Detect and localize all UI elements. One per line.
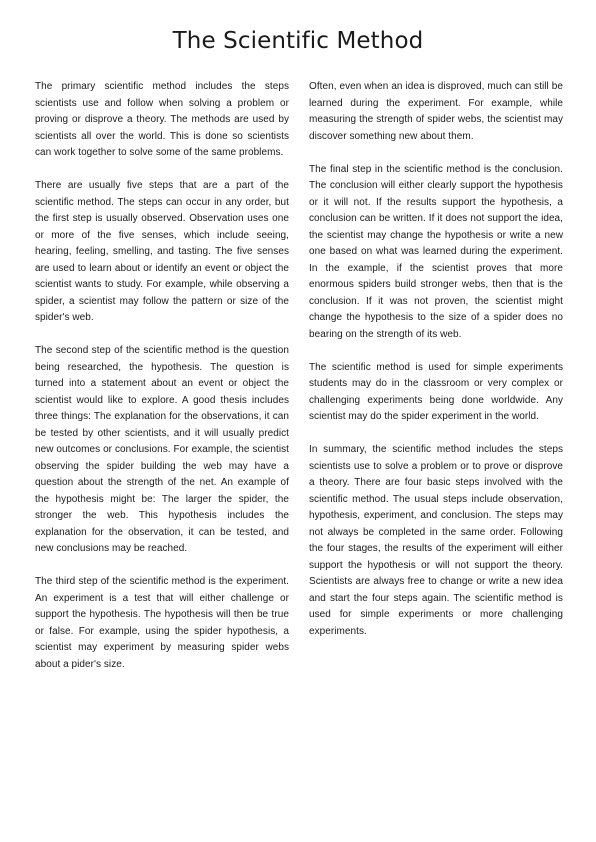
paragraph-observation: There are usually five steps that are a part of the scientific method. The steps can occur in any order, but the first step is usually observed. Observation uses one or more of the five senses, which include seeing, hearing, feeling, smelling, and tasting. The five senses are used to learn about or identify an event or object the scientist wants to study. For example, while observing a spider, a scientist may follow the pattern or size of the spider's web. — [35, 180, 289, 323]
paragraph-hypothesis: The second step of the scientific method is the question being researched, the hypothesis. The question is turned into a statement about an event or object the scientist would like to explore. A good thesis includes three things: The explanation for the observations, it can be tested by other scientists, and it will usually predict new outcomes or conclusions. For example, the scientist observing the spider building the web may have a question about the strength of the net. An example of the hypothesis might be: The larger the spider, the stronger the web. This hypothesis includes the explanation for the observation, it can be tested, and new conclusions may be reached. — [35, 345, 289, 554]
paragraph-summary: In summary, the scientific method includes the steps scientists use to solve a problem or to prove or disprove a theory. There are four basic steps involved with the scientific method. The usual steps include observation, hypothesis, experiment, and conclusion. The steps may not always be completed in the same order. Following the four stages, the results of the experiment will either support the hypothesis or will not support the theory. Scientists are always free to change or write a new idea and start the four steps again. The scientific method is used for simple experiments or more challenging experiments. — [309, 444, 563, 637]
right-column — [309, 79, 563, 657]
paragraph-intro: The primary scientific method includes the steps scientists use and follow when solving a problem or proving or disprove a theory. The methods are used by scientists all over the world. This is done so scientists can work together to solve some of the same problems. — [35, 81, 289, 158]
paragraph-usage: The scientific method is used for simple experiments students may do in the classroom or very complex or challenging experiments being done worldwide. Any scientist may do the spider experiment in the world. — [309, 361, 563, 422]
paragraph-experiment: The third step of the scientific method is the experiment. An experiment is a test that will either challenge or support the hypothesis. The hypothesis will then be true or false. For example, using the spider hypothesis, a scientist may experiment by measuring spider webs about a pider's size. — [35, 576, 289, 670]
page-title: The Scientific Method — [172, 28, 424, 54]
paragraph-disproved: Often, even when an idea is disproved, much can still be learned during the experiment. For example, while measuring the strength of spider webs, the scientist may discover something new about them. — [309, 81, 563, 142]
left-column — [35, 79, 289, 690]
paragraph-conclusion: The final step in the scientific method is the conclusion. The conclusion will either clearly support the hypothesis or it will not. If the results support the hypothesis, a conclusion can be written. If it does not support the idea, the scientist may change the hypothesis or write a new one based on what was learned during the experiment. In the example, if the scientist proves that more enormous spiders build stronger webs, then that is the conclusion. If it was not proven, the scientist might change the hypothesis to the size of a spider does no bearing on the strength of its web. — [309, 163, 563, 340]
